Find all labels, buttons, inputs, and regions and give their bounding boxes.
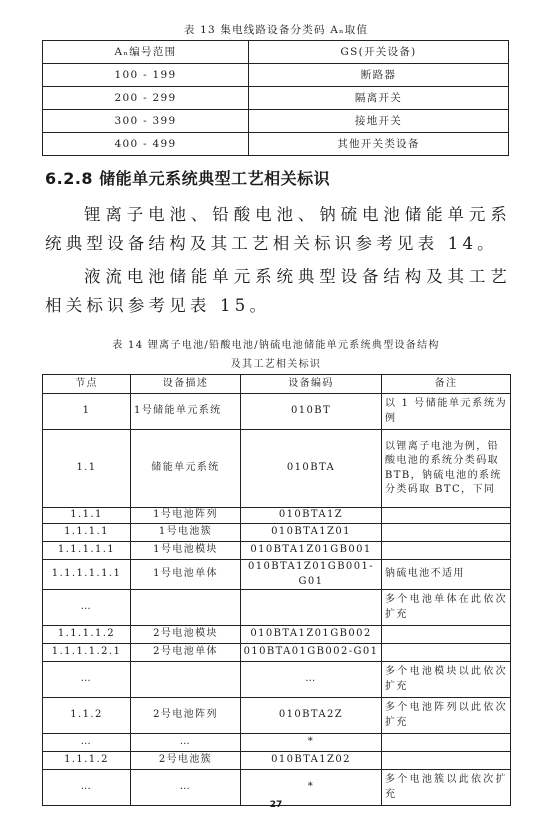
table-13 [42,40,509,156]
table-cell: * [241,734,382,752]
table-cell: … [43,770,131,806]
table-cell: 其他开关类设备 [249,133,509,156]
table-cell: 1.1.1 [43,508,131,524]
table-header-row [43,41,509,64]
table-cell: 1 [43,394,131,430]
body-paragraph: 液流电池储能单元系统典型设备结构及其工艺相关标识参考见表 15。 [45,267,511,315]
table-cell [382,626,511,644]
table-cell: 2号电池簇 [131,752,241,770]
table-cell [131,590,241,626]
column-header: 设备编码 [241,375,382,394]
table-14-caption-line: 及其工艺相关标识 [230,359,322,370]
table-cell: … [43,734,131,752]
table-cell [382,644,511,662]
table-14 [42,374,511,806]
table-cell [382,524,511,542]
table-cell: 010BTA1Z02 [241,752,382,770]
table-cell: 1.1.1.1.1 [43,542,131,560]
table-row [43,698,511,734]
table-cell: 300 - 399 [43,110,249,133]
table-cell: 多个电池阵列以此依次扩充 [382,698,511,734]
table-cell: 100 - 199 [43,64,249,87]
table-cell: 断路器 [249,64,509,87]
table-row [43,430,511,508]
table-cell: 储能单元系统 [131,430,241,508]
table-cell: 200 - 299 [43,87,249,110]
table-cell [131,662,241,698]
table-row [43,394,511,430]
table-cell [241,590,382,626]
column-header: 节点 [43,375,131,394]
table-cell: 1号电池模块 [131,542,241,560]
table-cell: 1号电池簇 [131,524,241,542]
column-header: GS(开关设备) [249,41,509,64]
table-row [43,110,509,133]
table-cell: 010BTA1Z01GB001 [241,542,382,560]
table-row [43,87,509,110]
table-row [43,133,509,156]
table-cell: 1号储能单元系统 [131,394,241,430]
table-row [43,644,511,662]
table-cell: 1.1.2 [43,698,131,734]
table-cell: 1.1.1.2 [43,752,131,770]
table-row [43,752,511,770]
table-cell: 多个电池单体在此依次扩充 [382,590,511,626]
table-cell: 010BTA1Z01GB002 [241,626,382,644]
table-cell: 2号电池阵列 [131,698,241,734]
table-cell: … [131,770,241,806]
table-row [43,508,511,524]
table-cell: 010BTA1Z01GB001-G01 [241,560,382,590]
table-cell: 1号电池单体 [131,560,241,590]
table-cell: … [43,590,131,626]
table-cell: … [241,662,382,698]
table-row [43,542,511,560]
table-row [43,734,511,752]
table-row [43,662,511,698]
table-cell: 010BT [241,394,382,430]
table-cell: * [241,770,382,806]
table-row [43,590,511,626]
table-cell: 钠硫电池不适用 [382,560,511,590]
table-cell: 010BTA1Z01 [241,524,382,542]
table-cell: 以锂离子电池为例，铅酸电池的系统分类码取 BTB，钠硫电池的系统分类码取 BTC，下同 [382,430,511,508]
table-cell [382,508,511,524]
table-cell: 400 - 499 [43,133,249,156]
column-header: Aₙ编号范围 [43,41,249,64]
table-cell: 1.1 [43,430,131,508]
body-paragraph: 锂离子电池、铅酸电池、钠硫电池储能单元系统典型设备结构及其工艺相关标识参考见表 14。 [45,205,511,253]
table-cell: 接地开关 [249,110,509,133]
table-cell: 1.1.1.1.2 [43,626,131,644]
table-cell [382,542,511,560]
table-cell: 多个电池簇以此依次扩充 [382,770,511,806]
table-cell: … [131,734,241,752]
table-cell: 010BTA01GB002-G01 [241,644,382,662]
table-row [43,626,511,644]
table-cell [382,752,511,770]
column-header: 备注 [382,375,511,394]
table-cell: 隔离开关 [249,87,509,110]
table-cell: … [43,662,131,698]
table-row [43,524,511,542]
section-heading: 6.2.8 储能单元系统典型工艺相关标识 [45,169,331,188]
table-cell: 1号电池阵列 [131,508,241,524]
table-cell: 以 1 号储能单元系统为例 [382,394,511,430]
table-cell: 多个电池模块以此依次扩充 [382,662,511,698]
table-cell: 1.1.1.1.2.1 [43,644,131,662]
table-cell: 1.1.1.1.1.1 [43,560,131,590]
table-14-caption-line: 表 14 锂离子电池/铅酸电池/钠硫电池储能单元系统典型设备结构 [112,340,440,351]
table-row [43,560,511,590]
page-number: 27 [269,800,283,810]
table-cell: 010BTA2Z [241,698,382,734]
table-13-caption: 表 13 集电线路设备分类码 Aₙ取值 [183,24,369,36]
table-cell [382,734,511,752]
table-row [43,64,509,87]
table-header-row [43,375,511,394]
table-cell: 1.1.1.1 [43,524,131,542]
table-cell: 2号电池模块 [131,626,241,644]
column-header: 设备描述 [131,375,241,394]
table-cell: 010BTA1Z [241,508,382,524]
table-cell: 2号电池单体 [131,644,241,662]
table-14-caption [0,336,552,374]
table-cell: 010BTA [241,430,382,508]
